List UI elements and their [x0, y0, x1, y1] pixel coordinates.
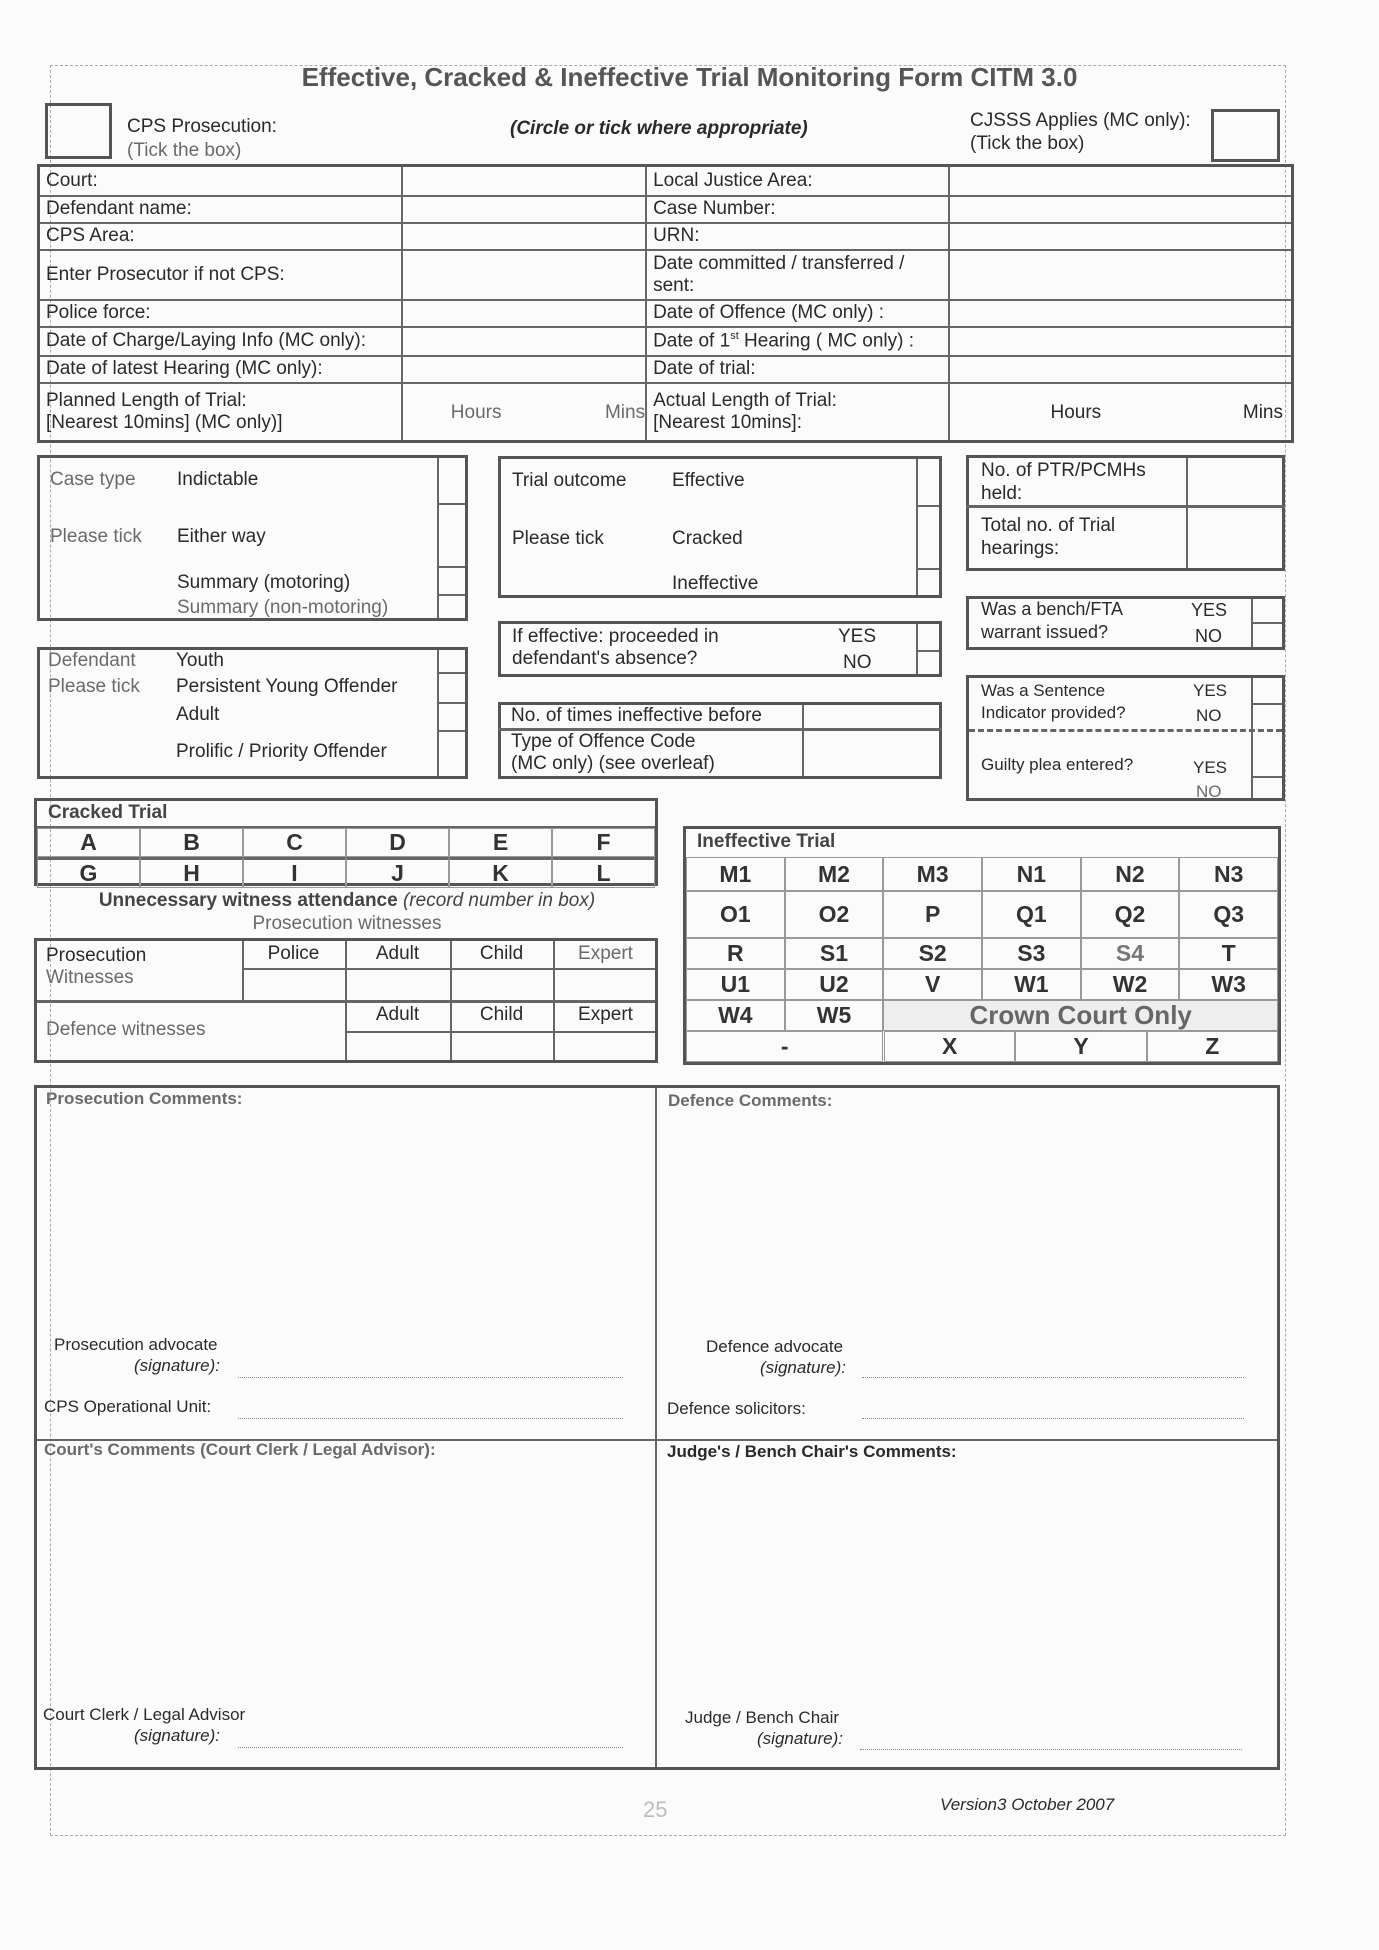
- witness-col-adult: Adult: [375, 943, 420, 964]
- witness-title: [0, 890, 694, 913]
- guilty-plea-label: Guilty plea entered?: [981, 755, 1134, 774]
- date-first-hearing-field[interactable]: [949, 327, 1292, 356]
- witness-col-child: Child: [479, 943, 524, 964]
- court-comments-label: Court's Comments (Court Clerk / Legal Advisor):: [44, 1440, 436, 1459]
- bench-yes[interactable]: YES: [1191, 600, 1228, 620]
- bench-line2: warrant issued?: [981, 622, 1109, 642]
- case-type-heading: Case type: [50, 469, 136, 490]
- if-effective-check-column: [916, 624, 918, 674]
- planned-line1: Planned Length of Trial:: [46, 389, 247, 411]
- planned-length-field[interactable]: [402, 383, 646, 442]
- outcome-cracked[interactable]: Cracked: [672, 528, 743, 549]
- defendant-check-column: [437, 650, 439, 776]
- defendant-heading: Defendant: [48, 650, 136, 671]
- actual-mins: Mins: [1242, 401, 1283, 423]
- trial-outcome-check-column: [916, 459, 918, 595]
- actual-length-label: [646, 383, 949, 442]
- code-m2[interactable]: M2: [785, 857, 884, 891]
- code-n2[interactable]: N2: [1081, 857, 1180, 891]
- witness-subtitle: Prosecution witnesses: [252, 913, 442, 934]
- prosecution-signature-label: (signature):: [134, 1356, 220, 1375]
- cracked-codes-grid: [37, 826, 655, 886]
- code-n3[interactable]: N3: [1179, 857, 1278, 891]
- instruction-text: (Circle or tick where appropriate): [510, 118, 808, 139]
- defence-comments-field[interactable]: [660, 1112, 1275, 1332]
- cracked-code-k[interactable]: K: [449, 857, 552, 888]
- outcome-effective[interactable]: Effective: [672, 470, 745, 491]
- judge-comments-label: Judge's / Bench Chair's Comments:: [667, 1442, 957, 1461]
- defendant-check-divider: [437, 702, 465, 704]
- sentence-line1: Was a Sentence: [981, 681, 1106, 700]
- date-offence-field[interactable]: [949, 300, 1292, 327]
- if-effective-line1: If effective: proceeded in: [512, 626, 719, 647]
- ptr-field[interactable]: [1189, 458, 1282, 504]
- planned-line2: [Nearest 10mins] (MC only)]: [46, 411, 283, 433]
- judge-signature-label: Judge / Bench Chair: [685, 1708, 840, 1727]
- defendant-pyo[interactable]: Persistent Young Offender: [176, 676, 398, 697]
- cracked-code-f[interactable]: F: [552, 828, 655, 857]
- code-w3[interactable]: W3: [1179, 969, 1278, 1000]
- cps-area-field[interactable]: [402, 223, 646, 250]
- actual-length-field[interactable]: [949, 383, 1292, 442]
- prosecution-witnesses-line1: Prosecution: [46, 945, 147, 966]
- total-hearings-field[interactable]: [1189, 508, 1282, 568]
- ineffective-before-col: [802, 705, 804, 776]
- guilty-no[interactable]: NO: [1196, 782, 1222, 801]
- code-w5[interactable]: W5: [785, 1000, 884, 1031]
- cracked-code-l[interactable]: L: [552, 857, 655, 888]
- prosecutor-label: Enter Prosecutor if not CPS:: [39, 250, 402, 300]
- code-s3[interactable]: S3: [982, 938, 1081, 969]
- code-m1[interactable]: M1: [686, 857, 785, 891]
- clerk-signature-label: Court Clerk / Legal Advisor: [43, 1705, 246, 1724]
- date-latest-hearing-label: Date of latest Hearing (MC only):: [39, 356, 402, 383]
- court-field[interactable]: [402, 166, 646, 196]
- bench-check-divider: [1251, 622, 1282, 624]
- code-w4[interactable]: W4: [686, 1000, 785, 1031]
- first-hearing-b: Hearing ( MC only) :: [738, 330, 915, 352]
- offence-code-line2: (MC only) (see overleaf): [511, 753, 715, 774]
- defence-adult-count[interactable]: [347, 1033, 449, 1060]
- ineffective-trial-heading: Ineffective Trial: [697, 831, 836, 852]
- cracked-trial-heading: Cracked Trial: [48, 802, 168, 823]
- defence-col-expert: Expert: [578, 1004, 633, 1025]
- prosecution-witnesses-line2: Witnesses: [46, 967, 134, 988]
- code-w1[interactable]: W1: [982, 969, 1081, 1000]
- version-text: Version3 October 2007: [940, 1795, 1115, 1814]
- code-x[interactable]: X: [884, 1031, 1015, 1062]
- ptr-col-divider: [1186, 458, 1188, 568]
- police-force-field[interactable]: [402, 300, 646, 327]
- if-effective-no[interactable]: NO: [843, 652, 872, 673]
- urn-label: URN:: [646, 223, 949, 250]
- code-dash[interactable]: -: [686, 1031, 883, 1062]
- if-effective-yes[interactable]: YES: [838, 626, 877, 647]
- witness-title-note: (record number in box): [402, 890, 596, 911]
- date-charge-label: Date of Charge/Laying Info (MC only):: [39, 327, 402, 356]
- cracked-code-e[interactable]: E: [449, 828, 552, 857]
- code-u1[interactable]: U1: [686, 969, 785, 1000]
- cps-prosecution-hint: (Tick the box): [127, 140, 242, 161]
- cjsss-hint: (Tick the box): [970, 133, 1085, 154]
- code-s2[interactable]: S2: [883, 938, 982, 969]
- date-committed-field[interactable]: [949, 250, 1292, 300]
- offence-code-field[interactable]: [805, 731, 939, 776]
- judge-signature-hint: (signature):: [757, 1729, 843, 1748]
- prosecution-comments-field[interactable]: [40, 1112, 650, 1332]
- defence-col-child: Child: [479, 1004, 524, 1025]
- offence-code-line1: Type of Offence Code: [511, 731, 696, 752]
- bench-line1: Was a bench/FTA: [981, 599, 1124, 619]
- witness-col-expert: Expert: [578, 943, 633, 964]
- date-offence-label: Date of Offence (MC only) :: [646, 300, 949, 327]
- witness-col-police: Police: [267, 943, 320, 964]
- code-t[interactable]: T: [1179, 938, 1278, 969]
- police-witness-count[interactable]: [244, 970, 344, 999]
- planned-hours: Hours: [450, 401, 502, 423]
- child-witness-count[interactable]: [452, 970, 552, 999]
- cracked-code-j[interactable]: J: [346, 857, 449, 888]
- trial-outcome-check-divider: [916, 505, 939, 507]
- judge-signature-line[interactable]: [860, 1749, 1242, 1750]
- expert-witness-count[interactable]: [555, 970, 655, 999]
- cps-unit-line[interactable]: [238, 1418, 623, 1419]
- cps-area-label: CPS Area:: [39, 223, 402, 250]
- judge-comments-field[interactable]: [660, 1462, 1275, 1702]
- police-force-label: Police force:: [39, 300, 402, 327]
- cracked-code-b[interactable]: B: [140, 828, 243, 857]
- date-trial-field[interactable]: [949, 356, 1292, 383]
- first-hearing-sup: st: [730, 329, 739, 342]
- cracked-code-i[interactable]: I: [243, 857, 346, 888]
- defendant-name-label: Defendant name:: [39, 196, 402, 223]
- defendant-adult[interactable]: Adult: [176, 704, 220, 725]
- code-r[interactable]: R: [686, 938, 785, 969]
- date-charge-field[interactable]: [402, 327, 646, 356]
- code-q1[interactable]: Q1: [982, 891, 1081, 938]
- defence-expert-count[interactable]: [555, 1033, 655, 1060]
- code-z[interactable]: Z: [1147, 1031, 1278, 1062]
- sentence-no[interactable]: NO: [1196, 706, 1222, 725]
- defence-signature-line[interactable]: [862, 1377, 1244, 1378]
- code-v[interactable]: V: [883, 969, 982, 1000]
- cracked-code-c[interactable]: C: [243, 828, 346, 857]
- cracked-code-d[interactable]: D: [346, 828, 449, 857]
- trial-outcome-heading: Trial outcome: [512, 470, 627, 491]
- if-effective-line2: defendant's absence?: [512, 648, 698, 669]
- trial-outcome-please-tick: Please tick: [512, 528, 604, 549]
- urn-field[interactable]: [949, 223, 1292, 250]
- case-number-field[interactable]: [949, 196, 1292, 223]
- clerk-signature-hint: (signature):: [134, 1726, 220, 1745]
- code-w2[interactable]: W2: [1081, 969, 1180, 1000]
- case-details-table: [37, 164, 1294, 443]
- cracked-code-h[interactable]: H: [140, 857, 243, 888]
- code-q3[interactable]: Q3: [1179, 891, 1278, 938]
- sentence-check-column: [1251, 678, 1253, 798]
- actual-hours: Hours: [1050, 401, 1102, 423]
- ineffective-before-field[interactable]: [805, 705, 939, 727]
- lja-field[interactable]: [949, 166, 1292, 196]
- case-type-indictable[interactable]: Indictable: [177, 469, 259, 490]
- court-comments-field[interactable]: [40, 1462, 650, 1702]
- actual-line2: [Nearest 10mins]:: [653, 411, 802, 433]
- sentence-check-divider: [1251, 703, 1282, 705]
- case-type-check-divider: [437, 503, 465, 505]
- cracked-code-g[interactable]: G: [37, 857, 140, 888]
- clerk-signature-line[interactable]: [238, 1747, 623, 1748]
- date-first-hearing-label: [646, 327, 949, 356]
- form-title: Effective, Cracked & Ineffective Trial Monitoring Form CITM 3.0: [301, 62, 1078, 92]
- sentence-check-divider: [1251, 776, 1282, 778]
- code-s1[interactable]: S1: [785, 938, 884, 969]
- defendant-please-tick: Please tick: [48, 676, 140, 697]
- code-n1[interactable]: N1: [982, 857, 1081, 891]
- cps-prosecution-label: CPS Prosecution:: [127, 116, 277, 137]
- defence-child-count[interactable]: [452, 1033, 552, 1060]
- total-hearings-label: Total no. of Trial hearings:: [981, 515, 1116, 559]
- case-type-either-way[interactable]: Either way: [177, 526, 266, 547]
- lja-label: Local Justice Area:: [646, 166, 949, 196]
- prosecutor-field[interactable]: [402, 250, 646, 300]
- ptr-label: No. of PTR/PCMHs held:: [981, 460, 1146, 504]
- page-number: 25: [643, 1797, 668, 1822]
- defendant-name-field[interactable]: [402, 196, 646, 223]
- code-u2[interactable]: U2: [785, 969, 884, 1000]
- code-o1[interactable]: O1: [686, 891, 785, 938]
- cjsss-label: CJSSS Applies (MC only):: [970, 110, 1191, 131]
- code-p[interactable]: P: [883, 891, 982, 938]
- date-committed-label: Date committed / transferred / sent:: [646, 250, 949, 300]
- date-trial-label: Date of trial:: [646, 356, 949, 383]
- actual-line1: Actual Length of Trial:: [653, 389, 837, 411]
- trial-outcome-check-divider: [916, 568, 939, 570]
- defendant-check-divider: [437, 672, 465, 674]
- defence-solicitors-label: Defence solicitors:: [667, 1399, 806, 1418]
- cjsss-checkbox[interactable]: [1211, 109, 1280, 162]
- ineffective-before-label: No. of times ineffective before: [511, 705, 762, 726]
- prosecution-advocate-label: Prosecution advocate: [54, 1335, 218, 1354]
- defence-comments-label: Defence Comments:: [668, 1091, 833, 1110]
- defence-col-adult: Adult: [375, 1004, 420, 1025]
- witness-title-main: Unnecessary witness attendance: [98, 890, 403, 911]
- sentence-line2: Indicator provided?: [981, 703, 1126, 722]
- guilty-yes[interactable]: YES: [1193, 758, 1228, 777]
- date-latest-hearing-field[interactable]: [402, 356, 646, 383]
- case-type-please-tick: Please tick: [50, 526, 142, 547]
- adult-witness-count[interactable]: [347, 970, 449, 999]
- if-effective-check-divider: [916, 650, 939, 652]
- cracked-code-a[interactable]: A: [37, 828, 140, 857]
- code-q2[interactable]: Q2: [1081, 891, 1180, 938]
- code-o2[interactable]: O2: [785, 891, 884, 938]
- court-label: Court:: [39, 166, 402, 196]
- defendant-prolific[interactable]: Prolific / Priority Offender: [176, 741, 387, 762]
- defendant-youth[interactable]: Youth: [176, 650, 224, 671]
- defendant-check-divider: [437, 730, 465, 732]
- case-type-check-divider: [437, 566, 465, 568]
- code-y[interactable]: Y: [1015, 1031, 1146, 1062]
- planned-mins: Mins: [604, 401, 646, 423]
- defence-solicitors-line[interactable]: [862, 1418, 1244, 1419]
- planned-length-label: [39, 383, 402, 442]
- defence-witnesses-label: Defence witnesses: [46, 1019, 206, 1040]
- prosecution-signature-line[interactable]: [238, 1377, 623, 1378]
- comments-col-divider: [655, 1088, 657, 1767]
- defence-advocate-label: Defence advocate: [706, 1337, 844, 1356]
- cps-unit-label: CPS Operational Unit:: [44, 1397, 212, 1416]
- defence-signature-label: (signature):: [760, 1358, 846, 1377]
- sentence-dashed-divider: [969, 729, 1282, 732]
- code-s4[interactable]: S4: [1081, 938, 1180, 969]
- first-hearing-a: Date of 1: [653, 330, 731, 352]
- cps-prosecution-checkbox[interactable]: [45, 103, 112, 159]
- bench-no[interactable]: NO: [1195, 626, 1222, 646]
- prosecution-comments-label: Prosecution Comments:: [46, 1089, 243, 1108]
- crown-court-codes: [884, 1031, 1278, 1062]
- case-type-summary-non-motoring[interactable]: Summary (non-motoring): [177, 597, 389, 618]
- crown-court-only: Crown Court Only: [883, 1000, 1278, 1031]
- case-number-label: Case Number:: [646, 196, 949, 223]
- sentence-yes[interactable]: YES: [1193, 681, 1228, 700]
- outcome-ineffective[interactable]: Ineffective: [672, 573, 759, 594]
- case-type-check-divider: [437, 594, 465, 596]
- code-m3[interactable]: M3: [883, 857, 982, 891]
- case-type-summary-motoring[interactable]: Summary (motoring): [177, 572, 351, 593]
